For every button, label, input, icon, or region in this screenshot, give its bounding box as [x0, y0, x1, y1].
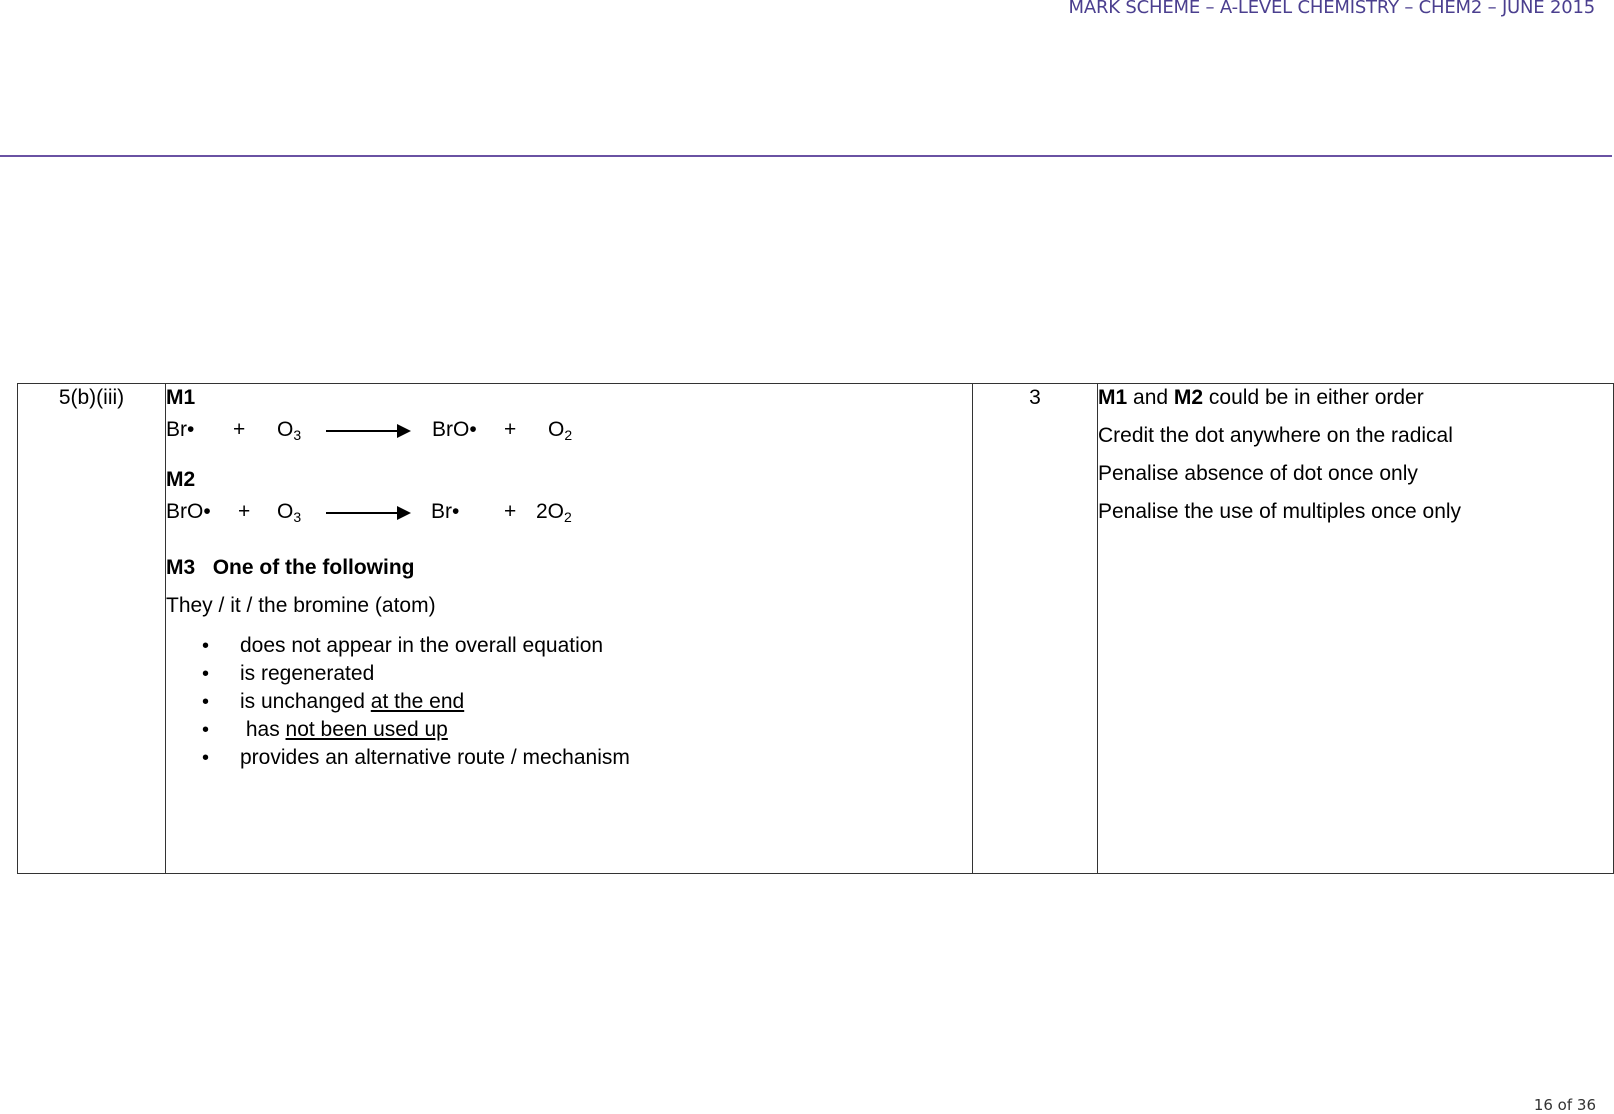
m2-product1: Br• [431, 500, 460, 523]
guidance-line: Credit the dot anywhere on the radical [1098, 424, 1453, 447]
list-item: • is regenerated [202, 660, 972, 688]
question-number: 5(b)(iii) [18, 384, 166, 874]
m3-bullet-list [166, 632, 972, 772]
header-divider [0, 155, 1612, 157]
answer-cell [166, 384, 973, 874]
table-row [18, 384, 1614, 874]
m1-equation [166, 416, 972, 452]
m3-heading [166, 554, 972, 582]
m2-equation [166, 498, 972, 534]
page-number: 16 of 36 [1533, 1096, 1596, 1114]
m2-plus1: + [238, 500, 251, 523]
header-title: MARK SCHEME – A-LEVEL CHEMISTRY – CHEM2 – JUNE 2015 [1068, 0, 1595, 18]
m3-label: M3 [166, 556, 196, 579]
m1-product2: $O_2$ [548, 418, 573, 443]
m1-plus1: + [233, 418, 246, 441]
m1-plus2: + [504, 418, 517, 441]
m1-reactant1: Br• [166, 418, 195, 441]
guidance-cell [1098, 384, 1614, 874]
m2-label: M2 [166, 468, 196, 491]
guidance-line: Penalise absence of dot once only [1098, 462, 1418, 485]
list-item: • does not appear in the overall equation [202, 632, 972, 660]
list-item: • has not been used up [202, 716, 972, 744]
m2-product2: $2O_2$ [536, 500, 572, 525]
list-item: • provides an alternative route / mechanism [202, 744, 972, 772]
m3-intro: They / it / the bromine (atom) [166, 594, 436, 617]
m1-reaction-arrow [326, 430, 409, 432]
mark-scheme-table [17, 383, 1614, 874]
guidance-line: M1 and M2 could be in either order [1098, 386, 1424, 409]
m2-reactant1: BrO• [166, 500, 211, 523]
m2-reaction-arrow [326, 512, 409, 514]
m1-reactant2: $O_3$ [277, 418, 302, 443]
m3-heading-text: One of the following [212, 556, 415, 579]
list-item: • is unchanged at the end [202, 688, 972, 716]
m1-product1: BrO• [432, 418, 477, 441]
m2-plus2: + [504, 500, 517, 523]
m2-reactant2: $O_3$ [277, 500, 302, 525]
guidance-line: Penalise the use of multiples once only [1098, 500, 1462, 523]
m1-label: M1 [166, 386, 196, 409]
marks-cell: 3 [973, 384, 1098, 874]
